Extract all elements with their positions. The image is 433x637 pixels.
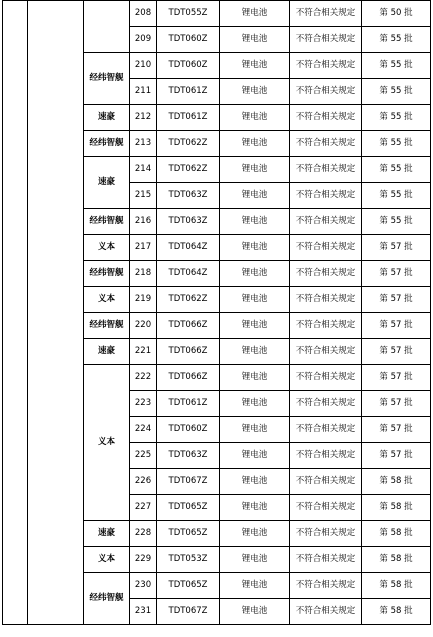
product-item: 锂电池 <box>220 547 290 573</box>
product-model: TDT064Z <box>157 261 220 287</box>
row-number: 231 <box>130 599 157 625</box>
row-number: 220 <box>130 313 157 339</box>
batch-cell: 第 57 批 <box>362 391 431 417</box>
verdict-cell: 不符合相关规定 <box>290 339 362 365</box>
verdict-cell: 不符合相关规定 <box>290 53 362 79</box>
batch-cell: 第 55 批 <box>362 79 431 105</box>
product-model: TDT065Z <box>157 495 220 521</box>
batch-cell: 第 57 批 <box>362 443 431 469</box>
row-number: 225 <box>130 443 157 469</box>
verdict-cell: 不符合相关规定 <box>290 27 362 53</box>
product-item: 锂电池 <box>220 1 290 27</box>
table-row <box>3 1 431 27</box>
batch-cell: 第 55 批 <box>362 157 431 183</box>
product-model: TDT060Z <box>157 417 220 443</box>
row-number: 224 <box>130 417 157 443</box>
verdict-cell: 不符合相关规定 <box>290 365 362 391</box>
batch-cell: 第 58 批 <box>362 599 431 625</box>
product-item: 锂电池 <box>220 573 290 599</box>
product-item: 锂电池 <box>220 313 290 339</box>
batch-cell: 第 50 批 <box>362 1 431 27</box>
company-cell: 速豪 <box>84 339 130 365</box>
product-model: TDT055Z <box>157 1 220 27</box>
product-model: TDT061Z <box>157 105 220 131</box>
product-item: 锂电池 <box>220 183 290 209</box>
batch-cell: 第 55 批 <box>362 131 431 157</box>
product-item: 锂电池 <box>220 79 290 105</box>
batch-cell: 第 55 批 <box>362 209 431 235</box>
batch-cell: 第 57 批 <box>362 365 431 391</box>
company-cell: 速豪 <box>84 105 130 131</box>
batch-cell: 第 58 批 <box>362 547 431 573</box>
verdict-cell: 不符合相关规定 <box>290 157 362 183</box>
company-cell: 经纬智舰 <box>84 313 130 339</box>
company-cell: 速豪 <box>84 157 130 209</box>
batch-cell: 第 55 批 <box>362 183 431 209</box>
verdict-cell: 不符合相关规定 <box>290 287 362 313</box>
verdict-cell: 不符合相关规定 <box>290 443 362 469</box>
product-item: 锂电池 <box>220 495 290 521</box>
batch-cell: 第 57 批 <box>362 313 431 339</box>
product-model: TDT060Z <box>157 53 220 79</box>
product-model: TDT063Z <box>157 183 220 209</box>
product-model: TDT060Z <box>157 27 220 53</box>
product-model: TDT063Z <box>157 209 220 235</box>
product-item: 锂电池 <box>220 105 290 131</box>
row-number: 222 <box>130 365 157 391</box>
verdict-cell: 不符合相关规定 <box>290 235 362 261</box>
blank-column-b <box>28 1 84 625</box>
product-model: TDT061Z <box>157 79 220 105</box>
verdict-cell: 不符合相关规定 <box>290 183 362 209</box>
table-body <box>3 1 431 625</box>
batch-cell: 第 57 批 <box>362 339 431 365</box>
product-model: TDT061Z <box>157 391 220 417</box>
product-model: TDT065Z <box>157 573 220 599</box>
product-model: TDT067Z <box>157 469 220 495</box>
batch-cell: 第 58 批 <box>362 495 431 521</box>
batch-cell: 第 57 批 <box>362 261 431 287</box>
verdict-cell: 不符合相关规定 <box>290 105 362 131</box>
product-item: 锂电池 <box>220 287 290 313</box>
verdict-cell: 不符合相关规定 <box>290 469 362 495</box>
product-item: 锂电池 <box>220 53 290 79</box>
verdict-cell: 不符合相关规定 <box>290 573 362 599</box>
row-number: 215 <box>130 183 157 209</box>
verdict-cell: 不符合相关规定 <box>290 391 362 417</box>
batch-cell: 第 57 批 <box>362 287 431 313</box>
product-model: TDT066Z <box>157 365 220 391</box>
batch-cell: 第 58 批 <box>362 573 431 599</box>
batch-cell: 第 57 批 <box>362 417 431 443</box>
company-cell: 经纬智舰 <box>84 53 130 105</box>
verdict-cell: 不符合相关规定 <box>290 131 362 157</box>
product-item: 锂电池 <box>220 469 290 495</box>
blank-column-a <box>3 1 28 625</box>
product-model: TDT064Z <box>157 235 220 261</box>
batch-cell: 第 55 批 <box>362 27 431 53</box>
company-cell: 义本 <box>84 365 130 521</box>
batch-cell: 第 58 批 <box>362 469 431 495</box>
product-item: 锂电池 <box>220 443 290 469</box>
product-item: 锂电池 <box>220 235 290 261</box>
row-number: 210 <box>130 53 157 79</box>
product-item: 锂电池 <box>220 391 290 417</box>
row-number: 223 <box>130 391 157 417</box>
product-item: 锂电池 <box>220 261 290 287</box>
company-cell: 义本 <box>84 287 130 313</box>
verdict-cell: 不符合相关规定 <box>290 313 362 339</box>
row-number: 212 <box>130 105 157 131</box>
product-item: 锂电池 <box>220 521 290 547</box>
results-table <box>2 0 431 625</box>
batch-cell: 第 58 批 <box>362 521 431 547</box>
row-number: 218 <box>130 261 157 287</box>
row-number: 214 <box>130 157 157 183</box>
row-number: 219 <box>130 287 157 313</box>
verdict-cell: 不符合相关规定 <box>290 417 362 443</box>
product-item: 锂电池 <box>220 131 290 157</box>
company-cell: 经纬智舰 <box>84 209 130 235</box>
product-item: 锂电池 <box>220 27 290 53</box>
company-cell: 经纬智舰 <box>84 261 130 287</box>
verdict-cell: 不符合相关规定 <box>290 547 362 573</box>
product-model: TDT062Z <box>157 157 220 183</box>
product-item: 锂电池 <box>220 365 290 391</box>
product-model: TDT062Z <box>157 287 220 313</box>
product-model: TDT053Z <box>157 547 220 573</box>
product-item: 锂电池 <box>220 417 290 443</box>
verdict-cell: 不符合相关规定 <box>290 209 362 235</box>
company-cell: 经纬智舰 <box>84 573 130 625</box>
row-number: 208 <box>130 1 157 27</box>
company-cell <box>84 1 130 53</box>
verdict-cell: 不符合相关规定 <box>290 261 362 287</box>
verdict-cell: 不符合相关规定 <box>290 79 362 105</box>
verdict-cell: 不符合相关规定 <box>290 521 362 547</box>
row-number: 209 <box>130 27 157 53</box>
verdict-cell: 不符合相关规定 <box>290 599 362 625</box>
row-number: 227 <box>130 495 157 521</box>
row-number: 230 <box>130 573 157 599</box>
row-number: 229 <box>130 547 157 573</box>
batch-cell: 第 57 批 <box>362 235 431 261</box>
product-item: 锂电池 <box>220 339 290 365</box>
verdict-cell: 不符合相关规定 <box>290 495 362 521</box>
product-item: 锂电池 <box>220 209 290 235</box>
company-cell: 经纬智舰 <box>84 131 130 157</box>
row-number: 213 <box>130 131 157 157</box>
row-number: 221 <box>130 339 157 365</box>
batch-cell: 第 55 批 <box>362 53 431 79</box>
verdict-cell: 不符合相关规定 <box>290 1 362 27</box>
row-number: 228 <box>130 521 157 547</box>
product-item: 锂电池 <box>220 599 290 625</box>
company-cell: 义本 <box>84 547 130 573</box>
row-number: 216 <box>130 209 157 235</box>
product-model: TDT066Z <box>157 313 220 339</box>
company-cell: 速豪 <box>84 521 130 547</box>
row-number: 217 <box>130 235 157 261</box>
company-cell: 义本 <box>84 235 130 261</box>
row-number: 211 <box>130 79 157 105</box>
batch-cell: 第 55 批 <box>362 105 431 131</box>
product-item: 锂电池 <box>220 157 290 183</box>
product-model: TDT065Z <box>157 521 220 547</box>
row-number: 226 <box>130 469 157 495</box>
product-model: TDT066Z <box>157 339 220 365</box>
product-model: TDT067Z <box>157 599 220 625</box>
product-model: TDT063Z <box>157 443 220 469</box>
product-model: TDT062Z <box>157 131 220 157</box>
